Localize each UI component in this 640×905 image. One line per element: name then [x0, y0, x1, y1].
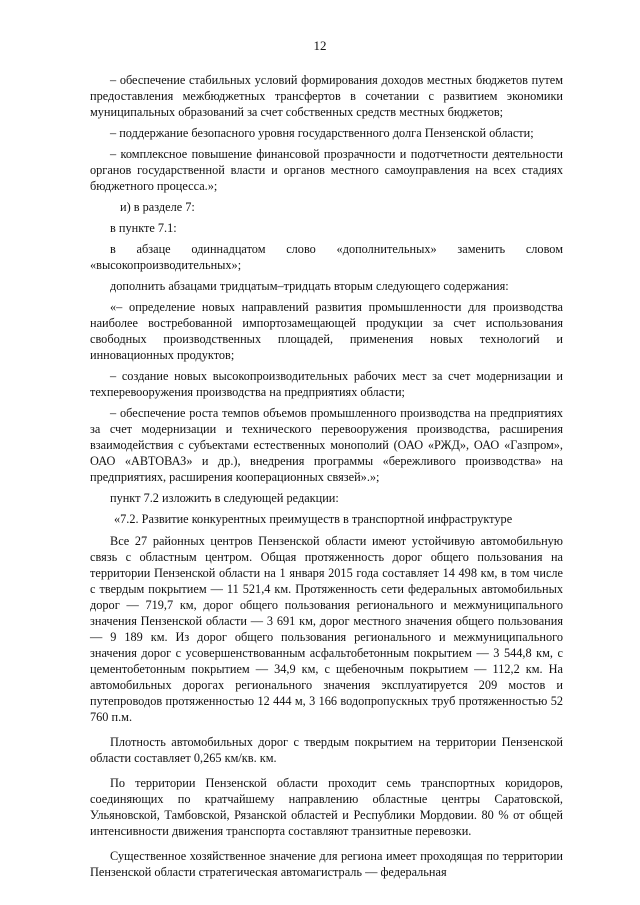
paragraph-state-debt: – поддержание безопасного уровня государственного долга Пензенской области;	[110, 126, 534, 140]
paragraph-highway: Существенное хозяйственное значение для региона имеет проходящая по территории Пензенской области стратегическая автомагистраль — федеральная	[90, 849, 563, 879]
paragraph-local-budgets: – обеспечение стабильных условий формирования доходов местных бюджетов путем предоставления межбюджетных трансфертов в сочетании с развитием экономики муниципальных образований за счет собственных средств местных бюджетов;	[90, 73, 563, 119]
paragraph-replace-word: в абзаце одиннадцатом слово «дополнительных» заменить словом «высокопроизводительных»;	[90, 242, 563, 272]
paragraph-section-7: и) в разделе 7:	[120, 200, 195, 214]
paragraph-point-7-2: пункт 7.2 изложить в следующей редакции:	[110, 491, 339, 505]
paragraph-road-network: Все 27 районных центров Пензенской области имеют устойчивую автомобильную связь с областным центром. Общая протяженность дорог общего пользования на территории Пензенской области на 1 января 2015 года составляет 14 498 км, в том числе с твердым покрытием — 11 521,4 км. Протяженность сети федеральных автомобильных дорог — 719,7 км, дорог общего пользования регионального и межмуниципального значения Пензенской области — 3 691 км, дорог местного значения общего пользования — 9 189 км. Из дорог общего пользования регионального и межмуниципального значения дорог с усовершенствованным асфальтобетонным покрытием — 3 544,8 км, с цементобетонным покрытием — 34,9 км, с щебеночным покрытием — 112,2 км. На автомобильных дорогах регионального значения эксплуатируется 209 мостов и путепроводов протяженностью 12 444 м, 3 166 водопропускных труб протяженностью 52 760 п.м.	[90, 534, 563, 724]
document-body	[90, 72, 563, 885]
paragraph-production-growth: – обеспечение роста темпов объемов промышленного производства на предприятиях за счет модернизации и технического перевооружения производства, расширения взаимодействия с субъектами естественных монополий (ОАО «РЖД», ОАО «Газпром», ОАО «АВТОВАЗ» и др.), внедрения программы «бережливого производства» на предприятиях, расширения кооперационных связей».»;	[90, 406, 563, 484]
paragraph-add-paragraphs: дополнить абзацами тридцатым–тридцать вторым следующего содержания:	[110, 279, 509, 293]
paragraph-point-7-1: в пункте 7.1:	[110, 221, 177, 235]
paragraph-new-directions: «– определение новых направлений развития промышленности для производства наиболее востребованной импортозамещающей продукции за счет использования свободных производственных площадей, применения новых технологий и инновационных продуктов;	[90, 300, 563, 362]
paragraph-new-jobs: – создание новых высокопроизводительных рабочих мест за счет модернизации и техперевооружения производства на предприятиях области;	[90, 369, 563, 399]
page-number: 12	[313, 38, 327, 53]
paragraph-transparency: – комплексное повышение финансовой прозрачности и подотчетности деятельности органов государственной власти и органов местного самоуправления на всех стадиях бюджетного процесса.»;	[90, 147, 563, 193]
section-heading-7-2: «7.2. Развитие конкурентных преимуществ в транспортной инфраструктуре	[114, 512, 513, 526]
paragraph-transport-corridors: По территории Пензенской области проходит семь транспортных коридоров, соединяющих по кратчайшему направлению областные центры Саратовской, Ульяновской, Тамбовской, Рязанской областей и Республики Мордовии. 80 % от общей интенсивности движения транспорта составляют транзитные перевозки.	[90, 776, 563, 838]
paragraph-road-density: Плотность автомобильных дорог с твердым покрытием на территории Пензенской области составляет 0,265 км/кв. км.	[90, 735, 563, 765]
